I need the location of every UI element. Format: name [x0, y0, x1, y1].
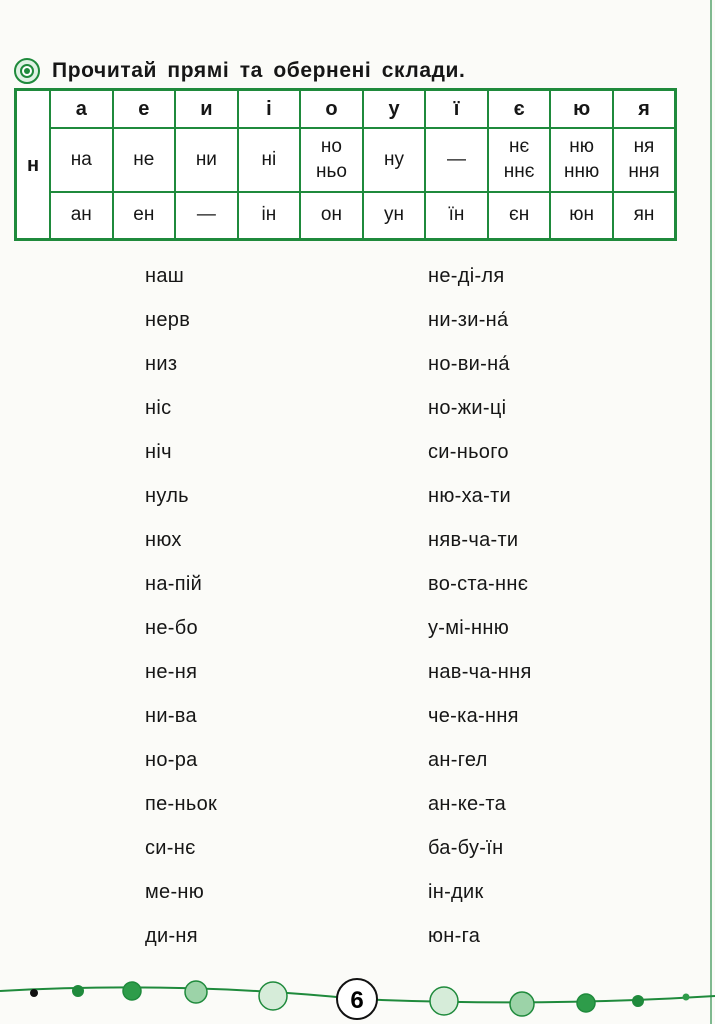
reverse-syllable-cell: ан [50, 192, 113, 240]
reverse-syllable-cell: єн [488, 192, 551, 240]
progress-dot [577, 994, 595, 1012]
direct-syllable: ня [633, 136, 655, 158]
progress-dot [632, 995, 644, 1007]
direct-syllable-cell [550, 128, 613, 192]
word-item: не-ді-ля [428, 265, 505, 287]
reverse-syllable-cell: їн [425, 192, 488, 240]
direct-syllable-double: ння [628, 161, 660, 182]
word-item: нерв [145, 309, 191, 331]
progress-dot [510, 992, 534, 1016]
word-column-right [428, 259, 532, 963]
direct-syllables-row [16, 128, 676, 192]
direct-syllable-cell [488, 128, 551, 192]
vowel-cell: я [613, 90, 676, 129]
target-icon [14, 58, 40, 84]
direct-syllable-cell [425, 128, 488, 192]
page-number: 6 [350, 987, 364, 1014]
vowel-cell: у [363, 90, 426, 129]
vowel-row [16, 90, 676, 129]
direct-syllable-cell [363, 128, 426, 192]
progress-dot [123, 982, 141, 1000]
direct-syllable: нє [509, 136, 530, 158]
task-title: Прочитай прямі та обернені склади. [52, 59, 466, 82]
word-item: няв-ча-ти [428, 529, 519, 551]
direct-syllable-soft: ньо [315, 161, 347, 182]
word-item: ню-ха-ти [428, 485, 511, 507]
word-item: на-пій [145, 573, 203, 595]
word-item: юн-га [428, 925, 481, 947]
page-progress-decoration [0, 955, 715, 1024]
word-item: низ [145, 353, 178, 375]
word-item: но-ра [145, 749, 198, 771]
direct-syllable: ни [195, 148, 217, 170]
word-item: у-мі-нню [428, 617, 510, 639]
word-item: си-нього [428, 441, 509, 463]
word-column-left [145, 259, 217, 963]
direct-syllable-double: нню [564, 161, 600, 182]
reverse-syllable-cell: ян [613, 192, 676, 240]
word-item: ба-бу-їн [428, 837, 504, 859]
vowel-cell: є [488, 90, 551, 129]
vowel-cell: и [175, 90, 238, 129]
direct-syllable-cell [613, 128, 676, 192]
direct-syllable: — [447, 148, 467, 170]
word-item: не-бо [145, 617, 198, 639]
direct-syllable-cell [175, 128, 238, 192]
word-item: пе-ньок [145, 793, 218, 815]
task-header [14, 54, 466, 88]
progress-dot [30, 989, 38, 997]
progress-dot [259, 982, 287, 1010]
vowel-cell: о [300, 90, 363, 129]
reverse-syllable-cell: ін [238, 192, 301, 240]
syllable-table [14, 88, 677, 241]
progress-dot [430, 987, 458, 1015]
reverse-syllable-cell: ен [113, 192, 176, 240]
direct-syllable-cell [300, 128, 363, 192]
word-item: нюх [145, 529, 182, 551]
word-item: во-ста-ннє [428, 573, 529, 595]
direct-syllable: но [320, 136, 342, 158]
word-item: ан-ке-та [428, 793, 507, 815]
word-item: ни-зи-на́ [428, 309, 509, 331]
word-item: ніс [145, 397, 172, 419]
word-item: ніч [145, 441, 172, 463]
vowel-cell: і [238, 90, 301, 129]
direct-syllable-cell [113, 128, 176, 192]
vowel-cell: е [113, 90, 176, 129]
direct-syllable: не [133, 148, 155, 170]
word-item: но-жи-ці [428, 397, 507, 419]
vowel-cell: ї [425, 90, 488, 129]
direct-syllable-cell [50, 128, 113, 192]
direct-syllable-double: ннє [503, 161, 535, 182]
word-item: но-ви-на́ [428, 353, 510, 375]
direct-syllable: ню [569, 136, 595, 158]
word-item: си-нє [145, 837, 196, 859]
word-item: ди-ня [145, 925, 198, 947]
reverse-syllables-row [16, 192, 676, 240]
word-item: наш [145, 265, 185, 287]
reverse-syllable-cell: ун [363, 192, 426, 240]
word-item: че-ка-ння [428, 705, 519, 727]
word-item: нуль [145, 485, 189, 507]
word-item: ін-дик [428, 881, 484, 903]
direct-syllable: на [70, 148, 92, 170]
consonant-cell: н [16, 90, 51, 240]
progress-dot [185, 981, 207, 1003]
reverse-syllable-cell: юн [550, 192, 613, 240]
word-item: ан-гел [428, 749, 488, 771]
progress-dot [72, 985, 84, 997]
direct-syllable: ну [384, 148, 404, 170]
word-item: ни-ва [145, 705, 197, 727]
word-item: нав-ча-ння [428, 661, 532, 683]
direct-syllable: ні [261, 148, 277, 170]
vowel-cell: а [50, 90, 113, 129]
progress-dot [683, 994, 690, 1001]
word-item: не-ня [145, 661, 198, 683]
direct-syllable-cell [238, 128, 301, 192]
reverse-syllable-cell: он [300, 192, 363, 240]
word-item: ме-ню [145, 881, 205, 903]
reverse-syllable-cell: — [175, 192, 238, 240]
vowel-cell: ю [550, 90, 613, 129]
